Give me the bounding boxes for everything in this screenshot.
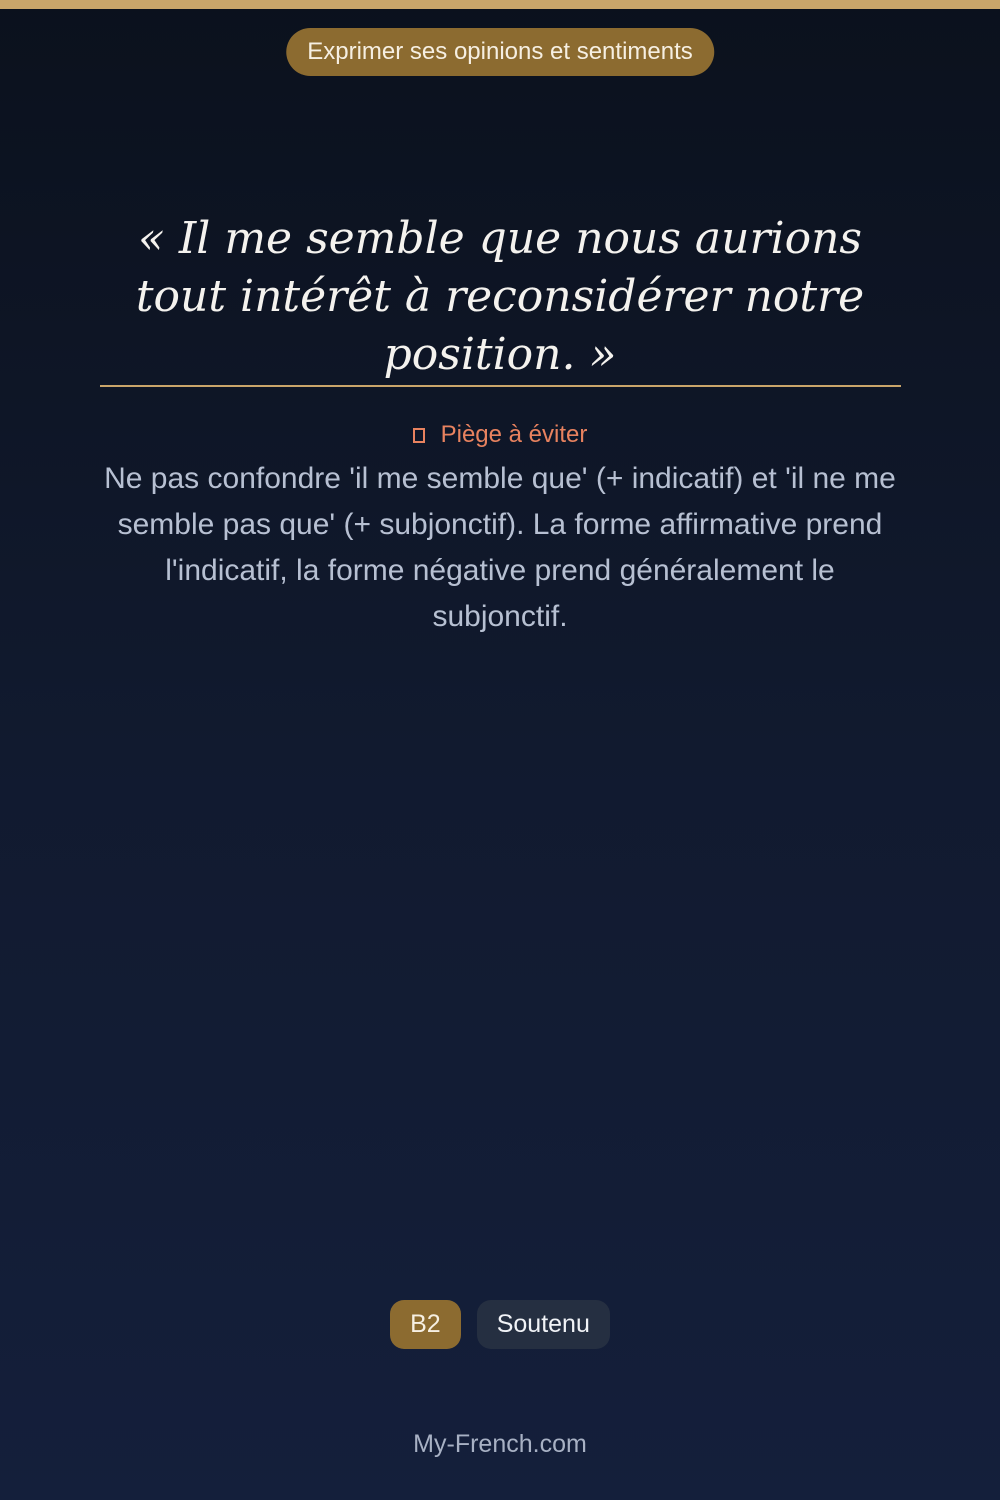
warning-title: Piège à éviter: [440, 421, 588, 448]
example-quote: « Il me semble que nous aurions tout intérêt à reconsidérer notre position. »: [135, 213, 865, 380]
footer-site-name: My-French.com: [413, 1430, 587, 1458]
warning-icon: [413, 428, 425, 443]
register-tag: Soutenu: [477, 1300, 610, 1349]
divider: [100, 385, 901, 387]
warning-heading: [0, 420, 1000, 450]
level-tag: B2: [390, 1300, 461, 1349]
top-accent-bar: [0, 0, 1000, 9]
tag-row: [0, 1300, 1000, 1349]
category-badge: Exprimer ses opinions et sentiments: [286, 28, 714, 76]
warning-body: Ne pas confondre 'il me semble que' (+ indicatif) et 'il ne me semble pas que' (+ subjonctif). La forme affirmative prend l'indicatif, la forme négative prend généralement le subjonctif.: [104, 462, 896, 633]
